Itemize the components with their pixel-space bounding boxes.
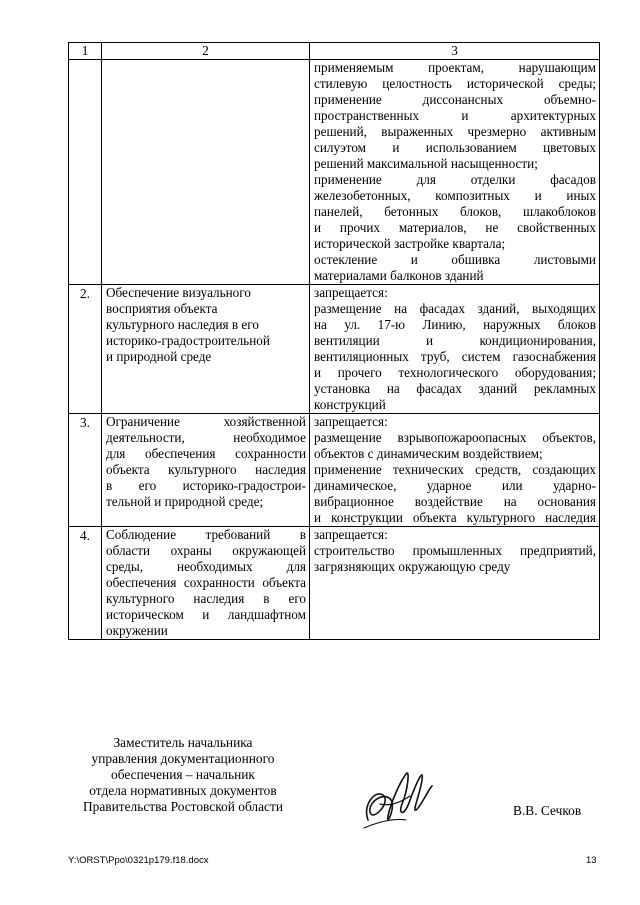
text-line: объектов с динамическим воздействием;: [314, 446, 543, 461]
text-line: Обеспечение визуального: [106, 285, 251, 300]
text-line: материалами балконов зданий: [314, 268, 484, 283]
restriction-cell: [310, 60, 600, 285]
restriction-cell: [310, 285, 600, 414]
position-line: Правительства Ростовской области: [82, 799, 284, 814]
row-number: 3.: [69, 414, 102, 527]
table-row: [69, 414, 600, 527]
text-line: и конструкции объекта культурного наследия: [314, 510, 596, 525]
text-line: применение технических средств, создающих: [314, 462, 596, 477]
text-line: стилевую целостность исторической среды;: [314, 76, 596, 91]
regulations-table: [68, 42, 600, 640]
row-number: [69, 60, 102, 285]
text-line: вентиляции и кондиционирования,: [314, 333, 596, 348]
requirement-cell: [102, 527, 310, 640]
text-line: обеспечения сохранности объекта: [106, 575, 306, 590]
text-line: и природной среде: [106, 349, 212, 364]
text-line: конструкций: [314, 397, 386, 412]
signer-name: В.В. Сечков: [513, 803, 582, 818]
text-line: запрещается:: [314, 527, 388, 542]
text-line: историческом и ландшафтном: [106, 607, 306, 622]
text-line: остекление и обшивка листовыми: [314, 252, 596, 267]
text-line: Соблюдение требований в: [106, 527, 306, 542]
text-line: решений, выраженных чрезмерно активным: [314, 124, 596, 139]
text-line: размещение взрывопожароопасных объектов,: [314, 430, 596, 445]
text-line: вентиляционных труб, систем газоснабжения: [314, 349, 596, 364]
text-line: пространственных и архитектурных: [314, 108, 596, 123]
row-number: 4.: [69, 527, 102, 640]
restriction-cell: [310, 414, 600, 527]
text-line: культурного наследия в его: [106, 317, 259, 332]
text-line: окружении: [106, 623, 168, 638]
header-col-3: 3: [310, 43, 600, 60]
text-line: объекта культурного наследия: [106, 462, 306, 477]
page-number: 13: [586, 855, 597, 866]
text-line: среды, необходимых для: [106, 559, 306, 574]
text-line: запрещается:: [314, 414, 388, 429]
text-line: железобетонных, композитных и иных: [314, 188, 596, 203]
text-line: и прочего технологического оборудования;: [314, 365, 596, 380]
text-line: применение диссонансных объемно-: [314, 92, 596, 107]
row-number: 2.: [69, 285, 102, 414]
text-line: динамическое, ударное или ударно-: [314, 478, 596, 493]
table-row: [69, 285, 600, 414]
text-line: применяемым проектам, нарушающим: [314, 60, 596, 75]
signer-position: [64, 735, 302, 815]
text-line: установка на фасадах зданий рекламных: [314, 381, 596, 396]
text-line: тельной и природной среде;: [106, 494, 264, 509]
position-line: управления документационного: [91, 751, 275, 766]
text-line: Ограничение хозяйственной: [106, 414, 306, 429]
text-line: области охраны окружающей: [106, 543, 306, 558]
text-line: восприятия объекта: [106, 301, 218, 316]
text-line: размещение на фасадах зданий, выходящих: [314, 301, 596, 316]
restriction-cell: [310, 527, 600, 640]
text-line: силуэтом и использованием цветовых: [314, 140, 596, 155]
text-line: запрещается:: [314, 285, 388, 300]
header-row: [69, 43, 600, 60]
text-line: на ул. 17-ю Линию, наружных блоков: [314, 317, 596, 332]
table-row: [69, 60, 600, 285]
text-line: деятельности, необходимое: [106, 430, 306, 445]
position-line: отдела нормативных документов: [89, 783, 277, 798]
text-line: для обеспечения сохранности: [106, 446, 306, 461]
position-line: Заместитель начальника: [113, 735, 253, 750]
text-line: вибрационное воздействие на основания: [314, 494, 596, 509]
text-line: в его историко-градострои-: [106, 478, 306, 493]
handwritten-signature: [358, 760, 438, 835]
requirement-cell: [102, 285, 310, 414]
text-line: и прочих материалов, не свойственных: [314, 220, 596, 235]
header-col-1: 1: [69, 43, 102, 60]
text-line: культурного наследия в его: [106, 591, 306, 606]
footer-file-path: Y:\ORST\Ppo\0321p179.f18.docx: [68, 855, 209, 866]
text-line: историко-градостроительной: [106, 333, 270, 348]
text-line: решений максимальной насыщенности;: [314, 156, 538, 171]
text-line: панелей, бетонных блоков, шлакоблоков: [314, 204, 596, 219]
text-line: строительство промышленных предприятий,: [314, 543, 596, 558]
text-line: применение для отделки фасадов: [314, 172, 596, 187]
text-line: исторической застройке квартала;: [314, 236, 506, 251]
requirement-cell: [102, 414, 310, 527]
text-line: загрязняющих окружающую среду: [314, 559, 511, 574]
requirement-cell: [102, 60, 310, 285]
header-col-2: 2: [102, 43, 310, 60]
position-line: обеспечения – начальник: [111, 767, 255, 782]
table-row: [69, 527, 600, 640]
